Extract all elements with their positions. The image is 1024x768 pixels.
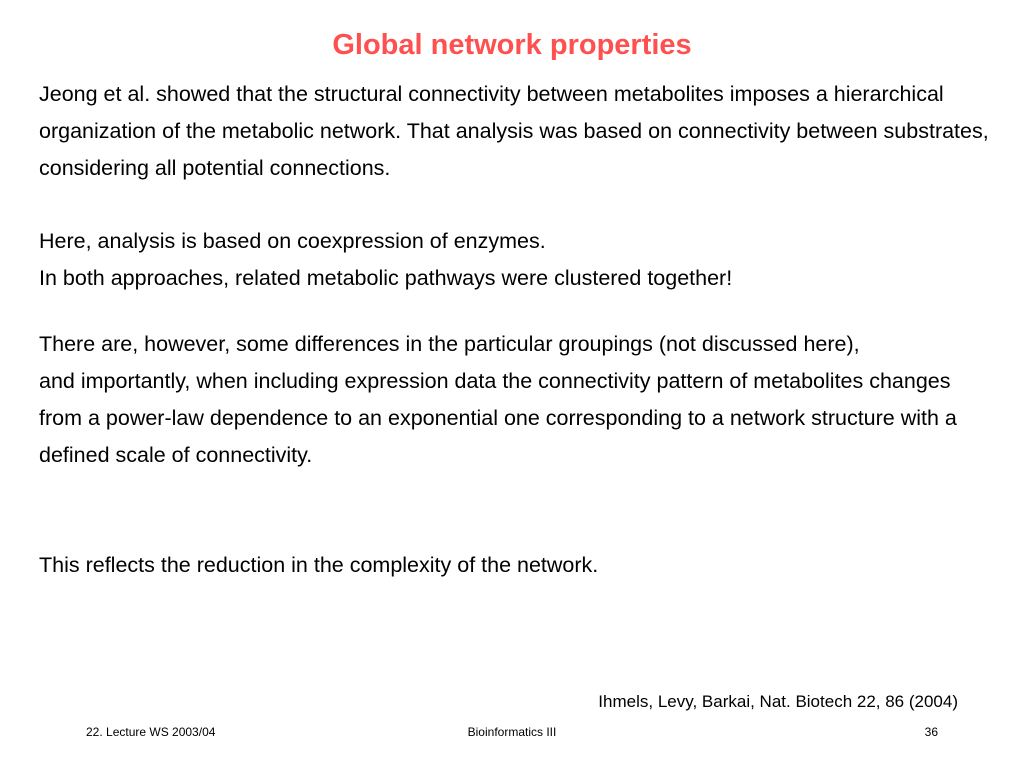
paragraph-differences: There are, however, some differences in the particular groupings (not discussed here), xyxy=(39,332,860,356)
paragraph-group-coexpression xyxy=(39,223,999,297)
paragraph-group-differences xyxy=(39,326,999,474)
footer-course: Bioinformatics III xyxy=(467,725,557,739)
paragraph-group-jeong xyxy=(39,76,999,187)
paragraph-expression-data: and importantly, when including expression data the connectivity pattern of metabolites changes from a power-law dependence to an exponential one corresponding to a network structure with a defined scale of connectivity. xyxy=(39,369,957,467)
paragraph-clustered: In both approaches, related metabolic pathways were clustered together! xyxy=(39,266,733,290)
paragraph-jeong: Jeong et al. showed that the structural connectivity between metabolites imposes a hierarchical organization of the metabolic network. That analysis was based on connectivity between substrates, considering all potential connections. xyxy=(39,82,989,180)
slide-title: Global network properties xyxy=(332,29,692,61)
footer-page-number: 36 xyxy=(924,725,938,739)
paragraph-group-conclusion xyxy=(39,547,999,584)
footer-lecture: 22. Lecture WS 2003/04 xyxy=(86,725,216,739)
paragraph-conclusion: This reflects the reduction in the complexity of the network. xyxy=(39,553,599,577)
paragraph-coexpression: Here, analysis is based on coexpression of enzymes. xyxy=(39,229,546,253)
citation: Ihmels, Levy, Barkai, Nat. Biotech 22, 86 (2004) xyxy=(598,692,958,711)
